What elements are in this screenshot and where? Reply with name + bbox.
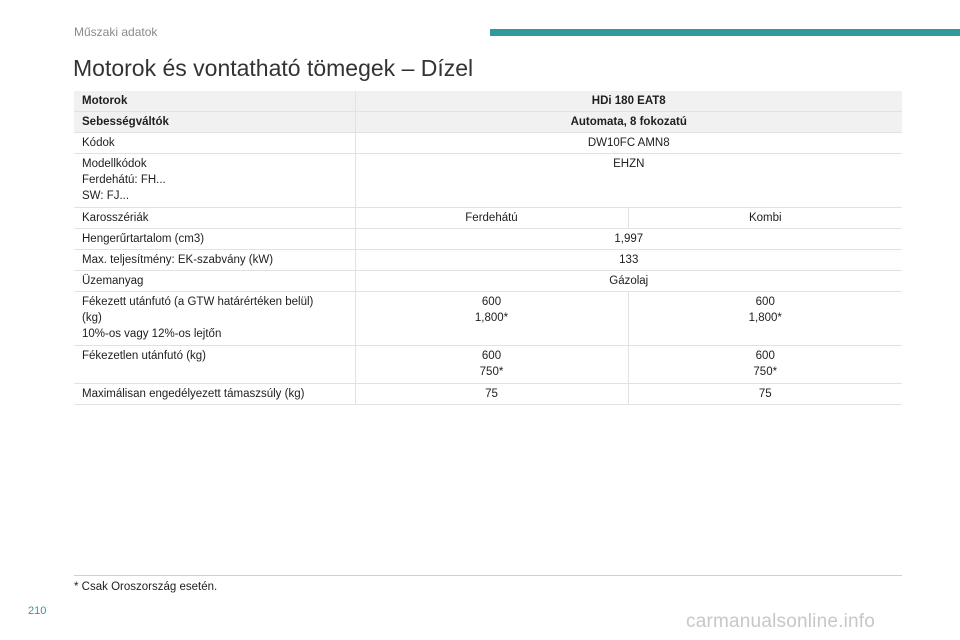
noseweight-hatchback: 75: [355, 384, 628, 405]
section-label: Műszaki adatok: [74, 25, 158, 39]
row-label-gearbox: Sebességváltók: [74, 112, 355, 133]
braked-label-line-1: Fékezett utánfutó (a GTW határértéken belül): [82, 296, 314, 308]
row-label-power: Max. teljesítmény: EK-szabvány (kW): [74, 250, 355, 271]
model-codes-label-line-1: Modellkódok: [82, 158, 147, 170]
row-label-model-codes: [74, 154, 355, 208]
braked-hatchback-value: 600: [481, 296, 502, 308]
row-label-braked-trailer: [74, 292, 355, 346]
capacity-value: 1,997: [355, 229, 902, 250]
table-row: [74, 292, 902, 346]
model-codes-value: EHZN: [355, 154, 902, 208]
spec-table: [74, 91, 902, 405]
unbraked-estate: [628, 346, 902, 384]
codes-value: DW10FC AMN8: [355, 133, 902, 154]
table-row: [74, 346, 902, 384]
row-label-fuel: Üzemanyag: [74, 271, 355, 292]
braked-label-line-3: 10%-os vagy 12%-os lejtőn: [82, 328, 222, 340]
footnote-divider: [74, 575, 902, 576]
model-codes-label-line-2: Ferdehátú: FH...: [82, 174, 166, 186]
braked-hatchback: [355, 292, 628, 346]
row-label-capacity: Hengerűrtartalom (cm3): [74, 229, 355, 250]
fuel-value: Gázolaj: [355, 271, 902, 292]
table-row: [74, 133, 902, 154]
engine-value: HDi 180 EAT8: [355, 91, 902, 112]
body-hatchback: Ferdehátú: [355, 208, 628, 229]
body-estate: Kombi: [628, 208, 902, 229]
unbraked-hatchback-value-alt: 750*: [479, 366, 504, 378]
model-codes-label-line-3: SW: FJ...: [82, 190, 130, 202]
unbraked-hatchback: [355, 346, 628, 384]
table-row: [74, 154, 902, 208]
table-row: [74, 271, 902, 292]
table-row: [74, 112, 902, 133]
row-label-noseweight: Maximálisan engedélyezett támaszsúly (kg): [74, 384, 355, 405]
noseweight-estate: 75: [628, 384, 902, 405]
table-row: [74, 250, 902, 271]
braked-label-line-2: (kg): [82, 312, 102, 324]
unbraked-hatchback-value: 600: [481, 350, 502, 362]
page-number: 210: [28, 605, 47, 617]
table-row: [74, 208, 902, 229]
footnote: [74, 581, 217, 593]
row-label-unbraked-trailer: Fékezetlen utánfutó (kg): [74, 346, 355, 384]
watermark: carmanualsonline.info: [686, 611, 876, 632]
footnote-text: Csak Oroszország esetén.: [78, 581, 218, 593]
braked-estate-value: 600: [755, 296, 775, 308]
header-accent-bar: [490, 29, 960, 36]
table-row: [74, 91, 902, 112]
page-title: Motorok és vontatható tömegek – Dízel: [73, 55, 474, 81]
braked-hatchback-value-alt: 1,800*: [474, 312, 509, 324]
row-label-engines: Motorok: [74, 91, 355, 112]
power-value: 133: [355, 250, 902, 271]
unbraked-estate-value: 600: [755, 350, 775, 362]
braked-estate: [628, 292, 902, 346]
row-label-codes: Kódok: [74, 133, 355, 154]
row-label-body: Karosszériák: [74, 208, 355, 229]
braked-estate-value-alt: 1,800*: [748, 312, 782, 324]
gearbox-value: Automata, 8 fokozatú: [355, 112, 902, 133]
footnote-marker: *: [74, 581, 79, 593]
unbraked-estate-value-alt: 750*: [753, 366, 778, 378]
table-row: [74, 229, 902, 250]
table-row: [74, 384, 902, 405]
